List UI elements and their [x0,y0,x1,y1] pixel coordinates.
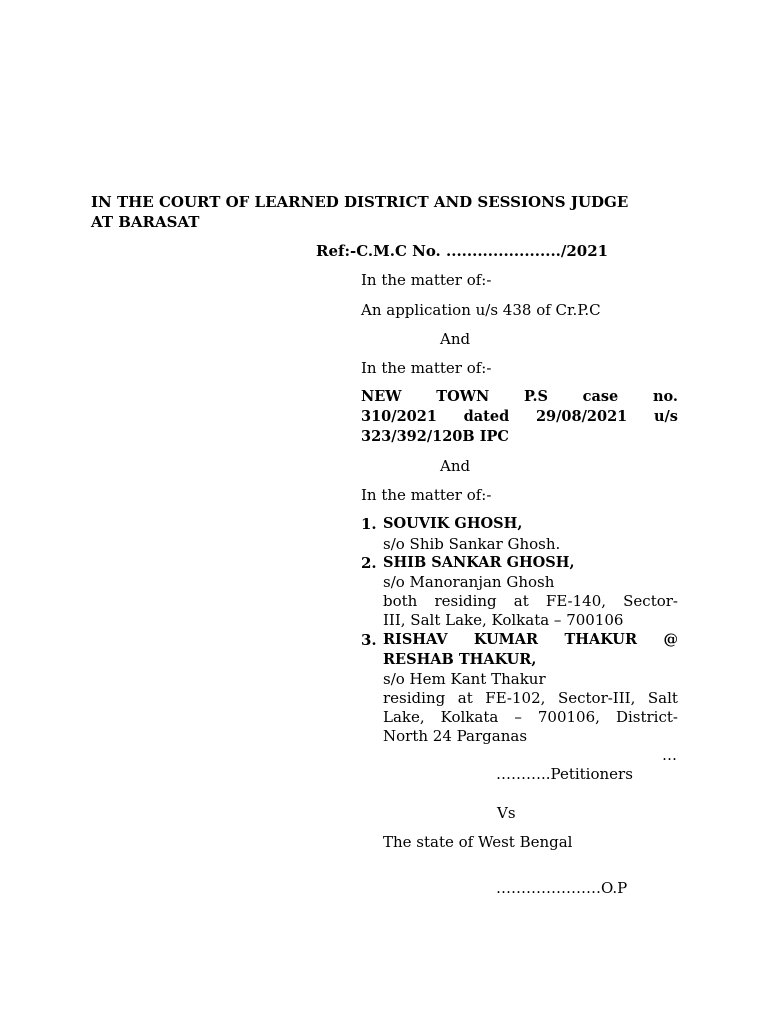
address-word: both [383,592,418,610]
address-word: District- [615,708,678,726]
petitioner-address-line-3: North 24 Parganas [383,727,528,745]
case-word: dated [463,408,510,425]
case-word: no. [652,388,678,405]
petitioner-parentage: s/o Manoranjan Ghosh [383,573,555,591]
petitioner-name-line-2: RESHAB THAKUR, [383,651,537,668]
case-word: P.S [523,388,548,405]
petitioner-name-line-1 [383,631,678,648]
application-text: An application u/s 438 of Cr.P.C [361,301,601,319]
address-word: at [513,592,529,610]
petitioner-number: 2. [361,554,377,572]
case-word: case [582,388,619,405]
court-heading-line1: IN THE COURT OF LEARNED DISTRICT AND SESSIONS JUDGE [91,193,629,211]
petitioner-address-line-1 [383,592,678,610]
case-word: 310/2021 [361,408,437,425]
address-word: Salt [647,689,678,707]
case-line-2 [361,408,678,425]
name-word: @ [663,631,678,648]
case-line-3: 323/392/120B IPC [361,428,509,445]
case-word: u/s [653,408,678,425]
address-word: Kolkata [440,708,499,726]
petitioner-address-line-2: III, Salt Lake, Kolkata – 700106 [383,611,624,629]
petitioner-parentage: s/o Hem Kant Thakur [383,670,546,688]
case-word: NEW [361,388,402,405]
address-word: – [514,708,522,726]
and-label-2: And [440,457,471,475]
op-label: …………………O.P [496,879,628,897]
ellipsis-mark: … [662,746,677,764]
matter-label-3: In the matter of:- [361,486,492,504]
petitioner-name: SOUVIK GHOSH, [383,515,523,532]
address-word: at [457,689,473,707]
petitioner-address-line-2 [383,708,678,726]
reference-number: Ref:-C.M.C No. ....................../2021 [316,242,609,260]
matter-label-2: In the matter of:- [361,359,492,377]
address-word: Lake, [383,708,425,726]
petitioner-address-line-1 [383,689,678,707]
petitioner-parentage: s/o Shib Sankar Ghosh. [383,535,561,553]
petitioner-name: SHIB SANKAR GHOSH, [383,554,575,571]
name-word: KUMAR [473,631,539,648]
address-word: FE-140, [545,592,607,610]
matter-label-1: In the matter of:- [361,271,492,289]
address-word: Sector- [623,592,678,610]
case-line-1 [361,388,678,405]
case-word: 29/08/2021 [535,408,628,425]
petitioner-number: 3. [361,631,377,649]
name-word: RISHAV [383,631,448,648]
petitioners-label: ………..Petitioners [496,765,633,783]
petitioner-number: 1. [361,515,377,533]
address-word: Sector-III, [557,689,636,707]
address-word: FE-102, [485,689,546,707]
court-heading-line2: AT BARASAT [91,213,200,231]
address-word: residing [383,689,446,707]
address-word: residing [434,592,497,610]
and-label-1: And [440,330,471,348]
case-word: TOWN [436,388,490,405]
name-word: THAKUR [564,631,638,648]
respondent-name: The state of West Bengal [383,833,573,851]
versus-label: Vs [497,804,516,822]
address-word: 700106, [537,708,600,726]
